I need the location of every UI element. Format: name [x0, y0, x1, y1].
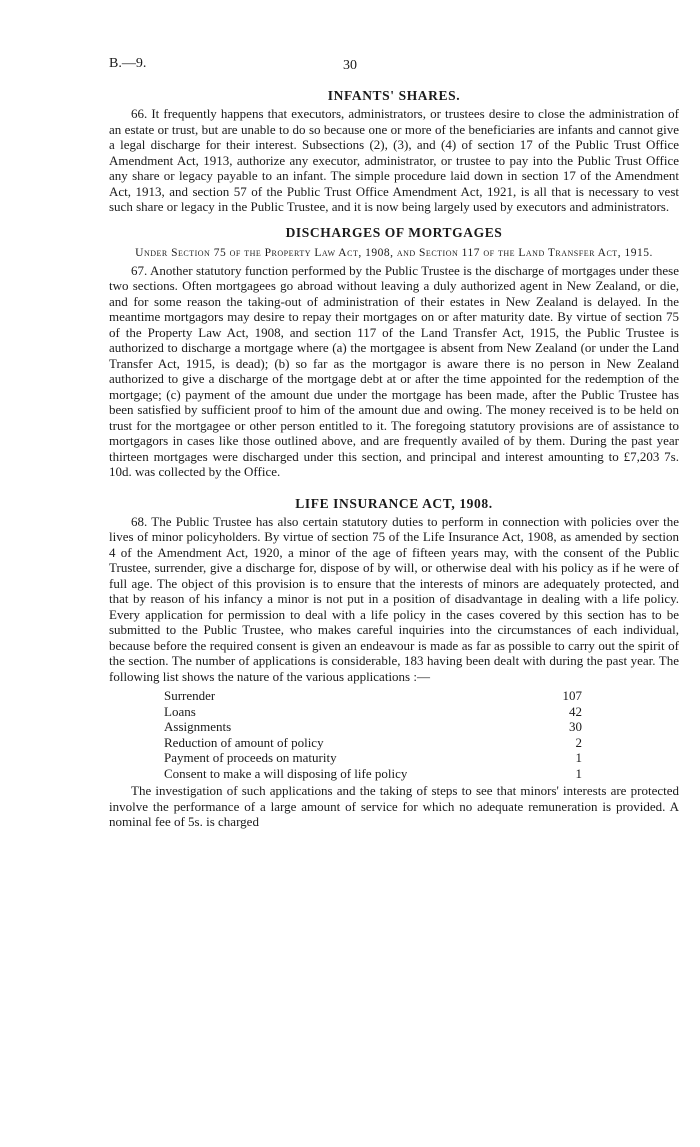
application-label: Assignments: [164, 719, 232, 734]
page-number: 30: [343, 58, 357, 73]
applications-list: [164, 688, 582, 781]
application-count: 30: [569, 719, 582, 734]
application-label: Payment of proceeds on maturity: [164, 750, 337, 765]
subheading-mortgage-acts: Under Section 75 of the Property Law Act, 1908, and Section 117 of the Land Transfer Act, 1915.: [135, 246, 653, 259]
list-item: [164, 766, 582, 782]
paragraph-66: 66. It frequently happens that executors, administrators, or trustees desire to close the administration of an estate or trust, but are unable to do so because one or more of the beneficiaries are infants and cannot give a legal discharge for their interest. Subsections (2), (3), and (4) of section 17 of the Public Trust Office Amendment Act, 1913, authorize any executor, administrator, or trustee to pay into the Public Trust Office any share or legacy payable to an infant. The simple procedure laid down in section 17 of the Amendment Act, 1913, and section 57 of the Public Trust Office Amendment Act, 1921, is all that is necessary to vest such share or legacy in the Public Trustee, and it is now being largely used by executors and administrators.: [109, 106, 679, 214]
application-count: 42: [569, 703, 582, 719]
heading-infants-shares: INFANTS' SHARES.: [327, 88, 461, 103]
list-item: [164, 735, 582, 751]
list-item: [164, 750, 582, 766]
application-label: Surrender: [164, 688, 216, 703]
list-item: [164, 688, 582, 704]
list-item: [164, 719, 582, 735]
paragraph-67: 67. Another statutory function performed by the Public Trustee is the discharge of mortgages under these two sections. Often mortgagees go abroad without leaving a duly authorized agent in New Zealand, or die, and for some reason the taking-out of administration of their estates in New Zealand is delayed. In the meantime mortgagors may desire to repay their mortgages on or after maturity date. By virtue of section 75 of the Property Law Act, 1908, and section 117 of the Land Transfer Act, 1915, the Public Trustee is authorized to discharge a mortgage where (a) the mortgagee is absent from New Zealand (or under the Land Transfer Act, 1915, is dead); (b) so far as the mortgagor is aware there is no person in New Zealand authorized to give a discharge of the mortgage debt at or after the time appointed for the redemption of the mortgage; (c) payment of the amount due under the mortgage has been made, after the Public Trustee has been satisfied by sufficient proof to him of the amount due and owing. The money received is to be held on trust for the mortgagee or other person entitled to it. The foregoing statutory provisions are of assistance to mortgagors in cases like those outlined above, and are frequently availed of by them. During the past year thirteen mortgages were discharged under this section, and principal and interest amounting to £7,203 7s. 10d. was collected by the Office.: [109, 262, 679, 479]
application-count: 2: [575, 734, 582, 750]
paragraph-68: 68. The Public Trustee has also certain statutory duties to perform in connection with policies over the lives of minor policyholders. By virtue of section 75 of the Life Insurance Act, 1908, as amended by section 4 of the Amendment Act, 1920, a minor of the age of fifteen years may, with the consent of the Public Trustee, surrender, give a discharge for, dispose of by will, or otherwise deal with his policy as if he were of full age. The object of this provision is to ensure that the interests of minors are adequately protected, and that by reason of his infancy a minor is not put in a position of disadvantage in dealing with a life policy. Every application for permission to deal with a life policy in the cases covered by this section has to be submitted to the Public Trustee, who makes careful inquiries into the circumstances of each individual, because before the required consent is given an endeavour is made as far as possible to carry out the spirit of the section. The number of applications is considerable, 183 having been dealt with during the past year. The following list shows the nature of the various applications :—: [109, 513, 679, 684]
heading-discharges-of-mortgages: DISCHARGES OF MORTGAGES: [285, 224, 503, 240]
page-body: [109, 86, 679, 830]
closing-paragraph: The investigation of such applications and the taking of steps to see that minors' interests are protected involve the performance of a large amount of service for which no adequate remuneration is provided. A nominal fee of 5s. is charged: [109, 783, 679, 829]
application-count: 1: [575, 750, 582, 765]
application-count: 107: [562, 688, 582, 703]
application-label: Loans: [164, 703, 196, 719]
report-code: B.—9.: [109, 56, 147, 71]
list-item: [164, 704, 582, 720]
application-label: Reduction of amount of policy: [164, 734, 324, 750]
heading-life-insurance-act: LIFE INSURANCE ACT, 1908.: [295, 495, 493, 511]
application-count: 1: [575, 765, 582, 781]
application-label: Consent to make a will disposing of life policy: [164, 765, 408, 781]
